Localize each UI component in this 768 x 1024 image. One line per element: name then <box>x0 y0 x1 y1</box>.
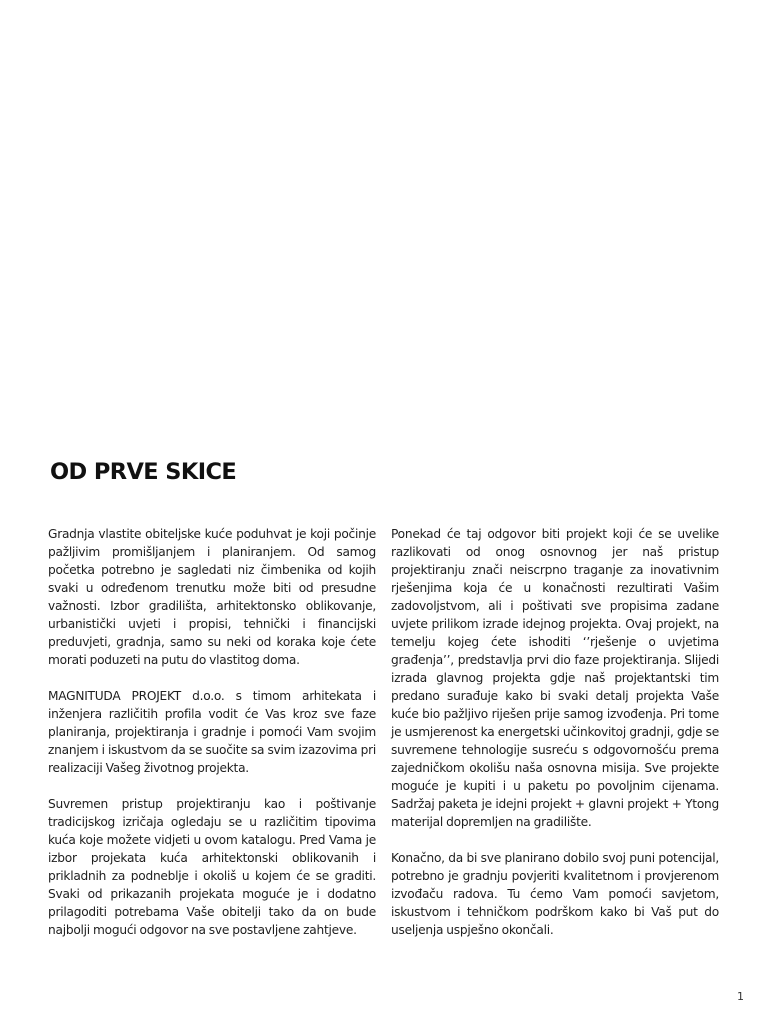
paragraph: Ponekad će taj odgovor biti projekt koji će se uvelike razlikovati od onog osnovnog jer naš pristup projektiranju znači neiscrpno traganje za inovativnim rješenjima koja će u konačnosti rezultirati Vašim zadovoljstvom, ali i poštivati sve propisima zadane uvjete prilikom izrade idejnog projekta. Ovaj projekt, na temelju kojeg ćete ishoditi ‘’rješenje o uvjetima građenja’’, predstavlja prvi dio faze projektiranja. Slijedi izrada glavnog projekta gdje naš projektantski tim predano surađuje kako bi svaki detalj projekta Vaše kuće bio pažljivo riješen prije samog izvođenja. Pri tome je usmjerenost ka energetski učinkovitoj gradnji, gdje se suvremene tehnologije susreću s odgovornošću prema zajedničkom okolišu naša osnovna misija. Sve projekte moguće je kupiti i u paketu po povoljnim cijenama. Sadržaj paketa je idejni projekt + glavni projekt + Ytong materijal dopremljen na gradilište. <box>391 527 719 829</box>
page-title: OD PRVE SKICE <box>50 459 237 485</box>
page-number: 1 <box>737 990 744 1003</box>
paragraph: Suvremen pristup projektiranju kao i poštivanje tradicijskog izričaja ogledaju se u različitim tipovima kuća koje možete vidjeti u ovom katalogu. Pred Vama je izbor projekata kuća arhitektonski oblikovanih i prikladnih za podneblje i okoliš u kojem će se graditi. Svaki od prikazanih projekata moguće je i dodatno prilagoditi potrebama Vaše obitelji tako da on bude najbolji mogući odgovor na sve postavljene zahtjeve. <box>48 797 376 937</box>
text-column-left <box>48 525 376 939</box>
paragraph: Gradnja vlastite obiteljske kuće poduhvat je koji počinje pažljivim promišljanjem i planiranjem. Od samog početka potrebno je sagledati niz čimbenika od kojih svaki u određenom trenutku može biti od presudne važnosti. Izbor gradilišta, arhitektonsko oblikovanje, urbanistički uvjeti i propisi, tehnički i financijski preduvjeti, gradnja, samo su neki od koraka koje ćete morati poduzeti na putu do vlastitog doma. <box>48 527 376 667</box>
text-column-right <box>391 525 719 939</box>
paragraph: Konačno, da bi sve planirano dobilo svoj puni potencijal, potrebno je gradnju povjeriti kvalitetnom i provjerenom izvođaču radova. Tu ćemo Vam pomoći savjetom, iskustvom i tehničkom podrškom kako bi Vaš put do useljenja uspješno okončali. <box>391 851 719 937</box>
paragraph: MAGNITUDA PROJEKT d.o.o. s timom arhitekata i inženjera različitih profila vodit će Vas kroz sve faze planiranja, projektiranja i gradnje i pomoći Vam svojim znanjem i iskustvom da se suočite sa svim izazovima pri realizaciji Vašeg životnog projekta. <box>48 689 376 775</box>
